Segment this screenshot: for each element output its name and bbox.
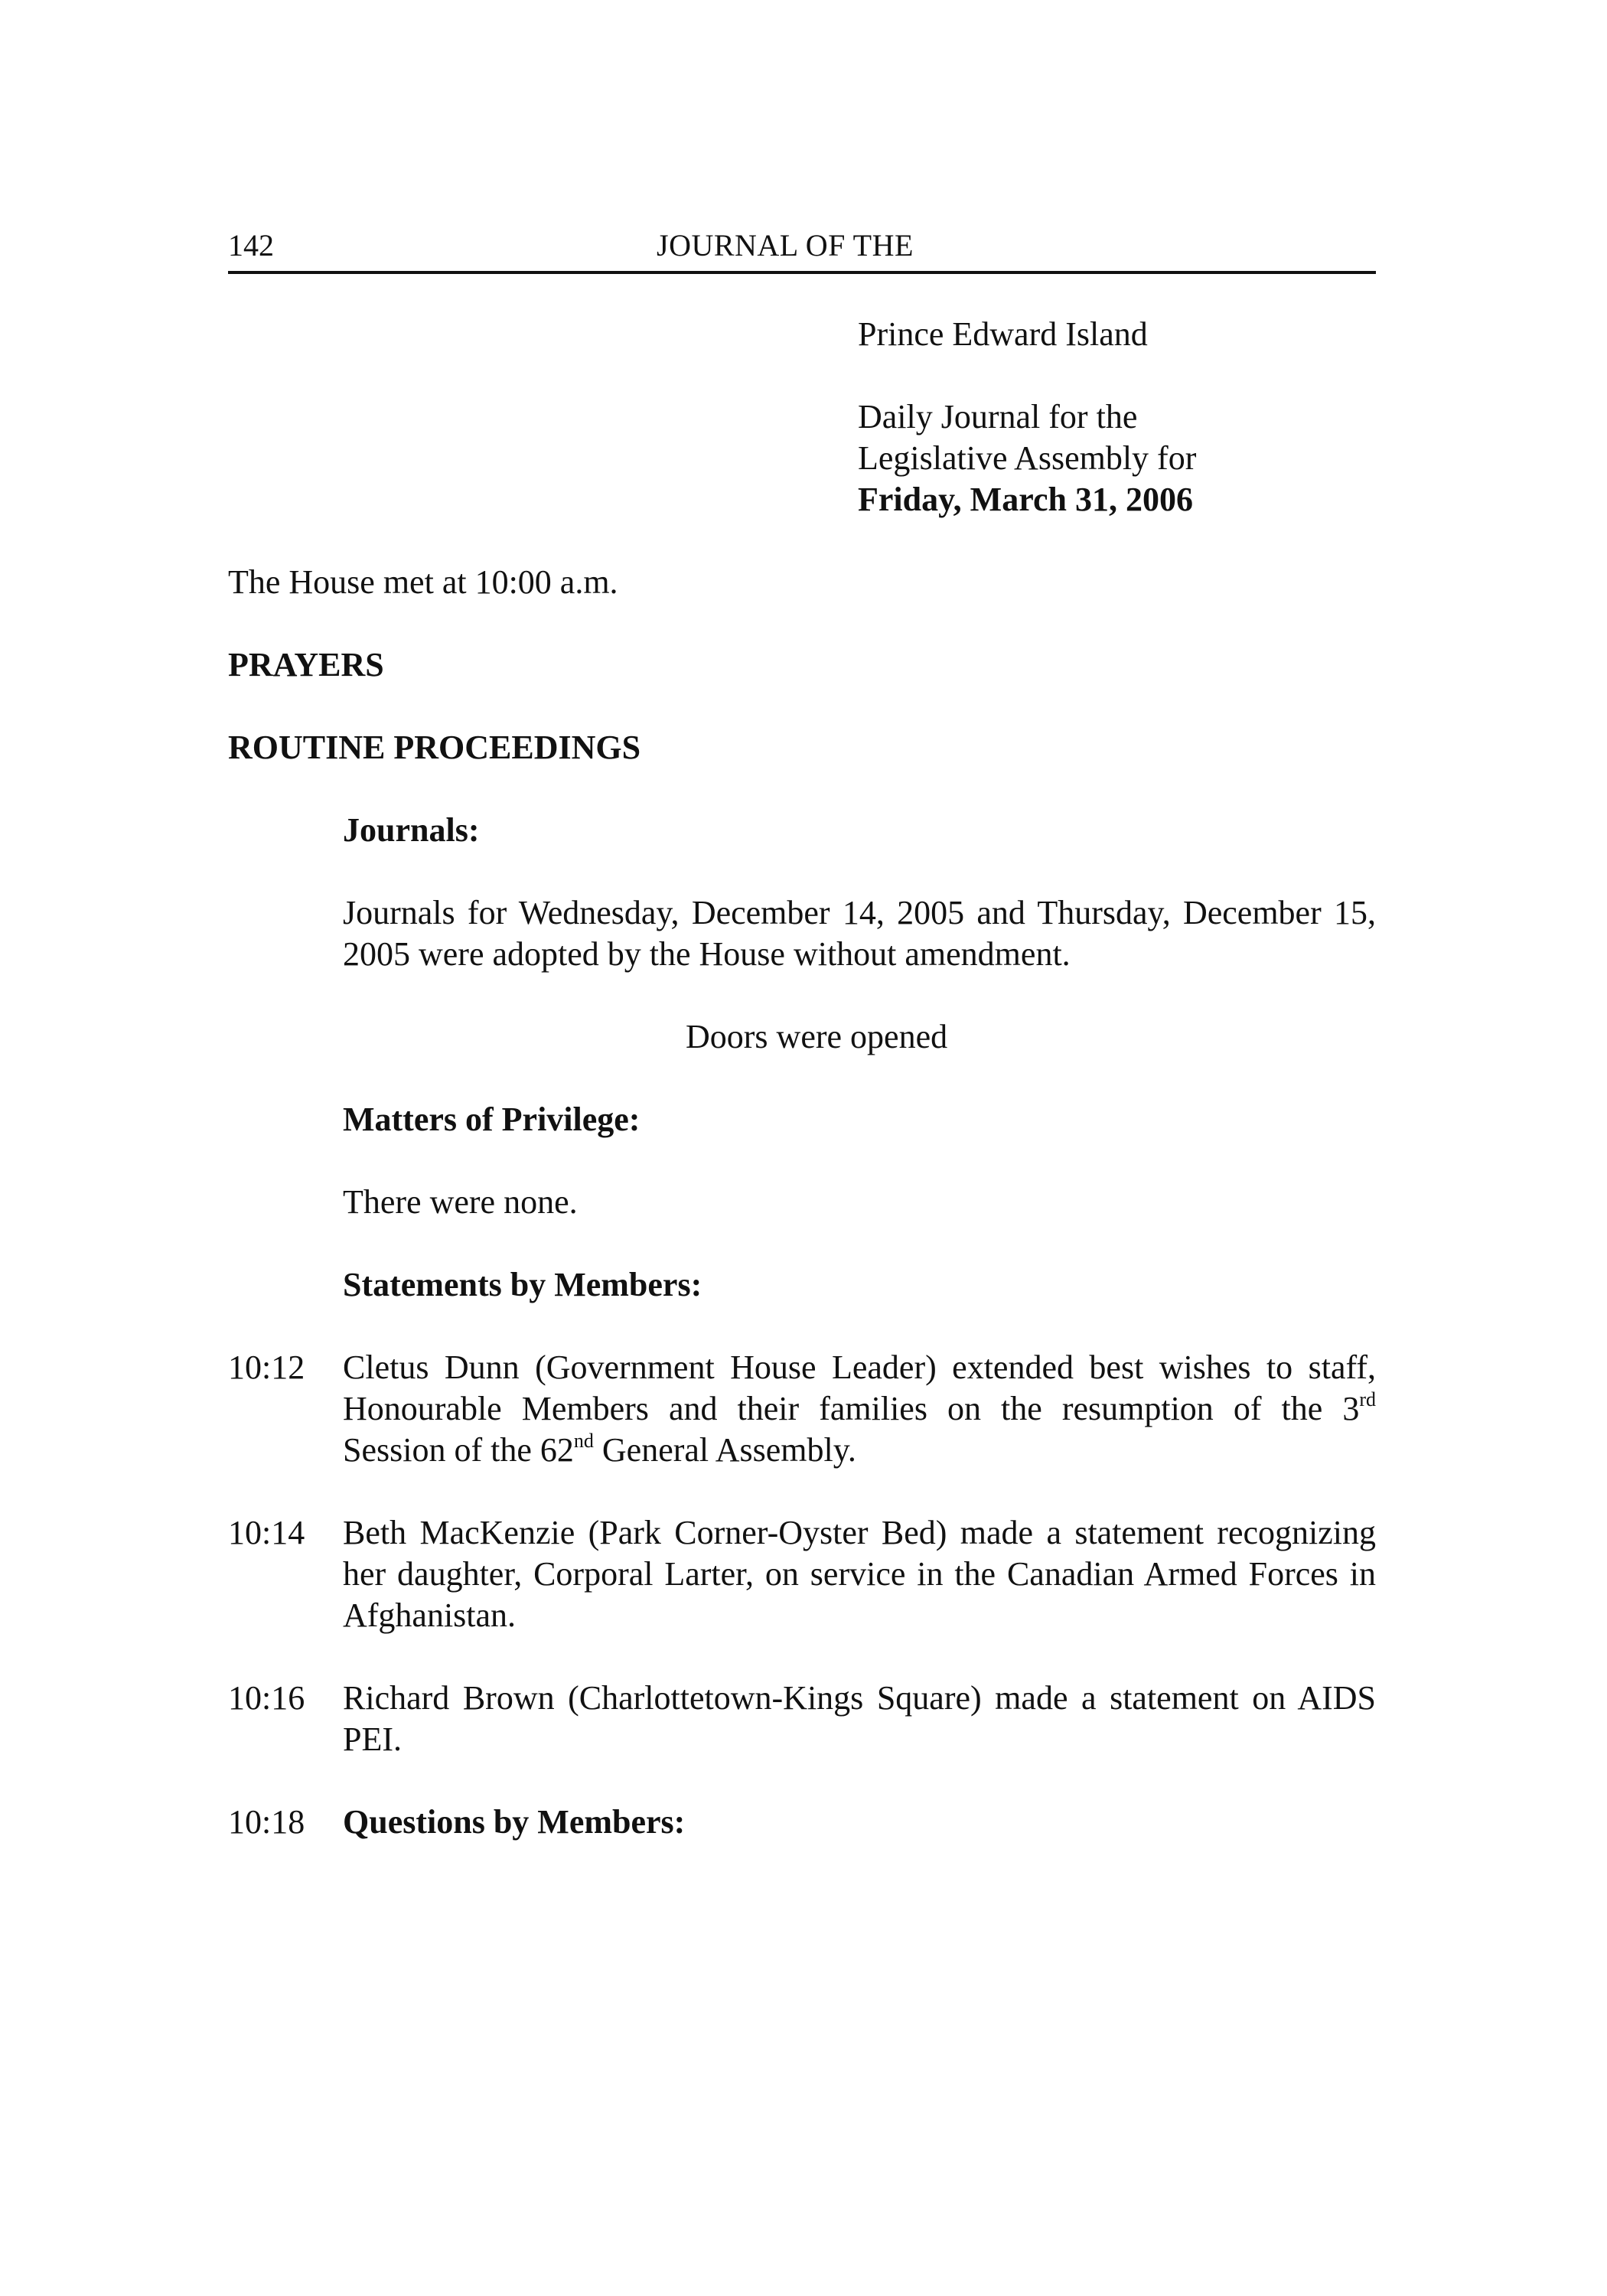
statement-line-text: Honourable Members and their families on the resumption of the 3 [343, 1390, 1360, 1427]
statement-line: Beth MacKenzie (Park Corner-Oyster Bed) made a statement recognizing [343, 1514, 1376, 1551]
running-title: JOURNAL OF THE [657, 228, 914, 263]
masthead-date: Friday, March 31, 2006 [858, 481, 1193, 518]
statement-line-text: Session of the 62 [343, 1431, 574, 1469]
opening-line: The House met at 10:00 a.m. [228, 563, 618, 601]
heading-prayers: PRAYERS [228, 646, 384, 683]
statement-line [343, 1388, 1376, 1430]
statement-time: 10:14 [228, 1514, 305, 1551]
statement-time: 10:16 [228, 1679, 305, 1717]
journals-line: 2005 were adopted by the House without amendment. [343, 935, 1071, 973]
privilege-text: There were none. [343, 1183, 578, 1221]
masthead-province: Prince Edward Island [858, 315, 1148, 353]
page-header [228, 227, 1376, 274]
statement-line: PEI. [343, 1720, 402, 1758]
statement-time: 10:12 [228, 1349, 305, 1386]
statement-entry [343, 1512, 1376, 1636]
heading-routine-proceedings: ROUTINE PROCEEDINGS [228, 729, 641, 766]
statement-line: Richard Brown (Charlottetown-Kings Square) made a statement on AIDS [343, 1679, 1376, 1717]
journals-line: Journals for Wednesday, December 14, 2005 and Thursday, December 15, [343, 894, 1376, 931]
questions-time: 10:18 [228, 1803, 305, 1841]
ordinal-suffix: nd [573, 1430, 594, 1453]
statement-line [343, 1430, 1376, 1471]
heading-journals: Journals: [343, 811, 480, 849]
statement-line: her daughter, Corporal Larter, on service in the Canadian Armed Forces in [343, 1555, 1376, 1593]
statement-line: Cletus Dunn (Government House Leader) extended best wishes to staff, [343, 1349, 1376, 1386]
doors-opened-note: Doors were opened [686, 1018, 948, 1055]
heading-questions-by-members: Questions by Members: [343, 1803, 686, 1841]
statement-entry [343, 1678, 1376, 1760]
ordinal-suffix: rd [1359, 1388, 1376, 1411]
heading-statements-by-members: Statements by Members: [343, 1266, 702, 1303]
masthead-line-2: Legislative Assembly for [858, 439, 1197, 477]
masthead-line-1: Daily Journal for the [858, 398, 1138, 435]
statement-line-text: General Assembly. [593, 1431, 856, 1469]
statement-line: Afghanistan. [343, 1596, 517, 1634]
heading-matters-of-privilege: Matters of Privilege: [343, 1101, 641, 1138]
journals-paragraph [343, 892, 1376, 975]
page-number: 142 [228, 228, 274, 263]
statement-entry [343, 1347, 1376, 1471]
